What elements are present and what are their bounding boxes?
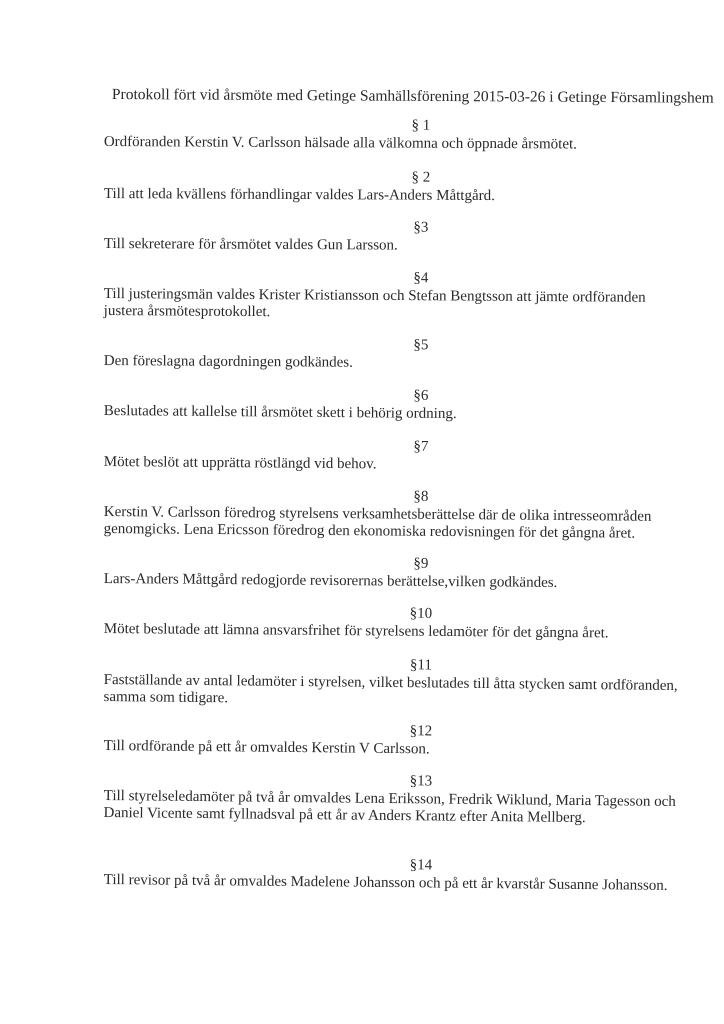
section-number: §6 [413, 387, 429, 404]
section-line: Mötet beslöt att upprätta röstlängd vid behov. [103, 453, 377, 473]
section-line: Till sekreterare för årsmötet valdes Gun Larsson. [103, 235, 398, 254]
section-line: Lars-Anders Måttgård redogjorde revisorernas berättelse,vilken godkändes. [103, 570, 558, 591]
section-number: §13 [409, 773, 433, 790]
section-line: Daniel Vicente samt fyllnadsval på ett år av Anders Krantz efter Anita Mellberg. [103, 804, 586, 827]
section-line: genomgicks. Lena Ericsson föredrog den ekonomiska redovisningen för det gångna året. [103, 520, 636, 542]
section-line: Till revisor på två år omvaldes Madelene Johansson och på ett år kvarstår Susanne Johansson. [103, 871, 668, 894]
section-text [104, 134, 704, 154]
section-5 [104, 335, 704, 374]
section-number: §5 [413, 337, 429, 354]
section-line: Beslutades att kallelse till årsmötet skett i behörig ordning. [103, 402, 457, 423]
section-line: Ordföranden Kerstin V. Carlsson hälsade alla välkomna och öppnade årsmötet. [103, 133, 577, 153]
section-text [103, 788, 703, 828]
section-7 [104, 436, 704, 476]
section-number: §10 [409, 605, 433, 622]
section-line: Till ordförande på ett år omvaldes Kerstin V Carlsson. [103, 737, 430, 758]
section-3 [104, 218, 704, 256]
section-number: §7 [413, 438, 429, 455]
section-number: § 2 [411, 169, 431, 186]
section-line: samma som tidigare. [103, 688, 229, 707]
section-line: justera årsmötesprotokollet. [103, 302, 271, 321]
section-8 [104, 486, 704, 543]
section-line: Till att leda kvällens förhandlingar valdes Lars-Anders Måttgård. [103, 185, 495, 205]
section-line: Till justeringsmän valdes Krister Kristiansson och Stefan Bengtsson att jämte ordföranden [103, 285, 646, 306]
section-9 [104, 553, 704, 593]
section-text [104, 186, 704, 206]
section-11 [103, 654, 704, 712]
section-1 [104, 116, 704, 154]
section-number: §8 [413, 488, 429, 505]
section-text [104, 504, 704, 543]
section-10 [104, 603, 704, 643]
section-2 [104, 168, 704, 206]
section-number: §4 [413, 270, 429, 287]
section-line: Till styrelseledamöter på två år omvaldes Lena Eriksson, Fredrik Wiklund, Maria Tagesson och [103, 787, 676, 810]
section-number: §12 [409, 723, 433, 740]
section-12 [104, 720, 704, 761]
section-number: §14 [409, 857, 433, 874]
section-text [104, 286, 704, 324]
section-number: §11 [409, 657, 432, 674]
section-text [104, 353, 704, 374]
section-line: Den föreslagna dagordningen godkändes. [103, 352, 353, 371]
section-4 [104, 268, 704, 324]
section-number: §3 [413, 219, 429, 236]
section-number: § 1 [411, 117, 431, 134]
section-6 [104, 385, 704, 425]
section-line: Mötet beslutade att lämna ansvarsfrihet för styrelsens ledamöter för det gångna året. [103, 620, 609, 642]
section-text [104, 236, 704, 256]
section-text [103, 672, 703, 712]
section-line: Fastställande av antal ledamöter i styrelsen, vilket beslutades till åtta stycken samt ordföranden, [103, 671, 678, 695]
section-13 [103, 770, 704, 828]
section-line: Kerstin V. Carlsson föredrog styrelsens verksamhetsberättelse där de olika intresseområden [103, 503, 652, 525]
document-heading: Protokoll fört vid årsmöte med Getinge Samhällsförening 2015-03-26 i Getinge Församlingshem [111, 86, 714, 107]
section-number: §9 [413, 555, 429, 572]
section-14 [104, 854, 704, 895]
